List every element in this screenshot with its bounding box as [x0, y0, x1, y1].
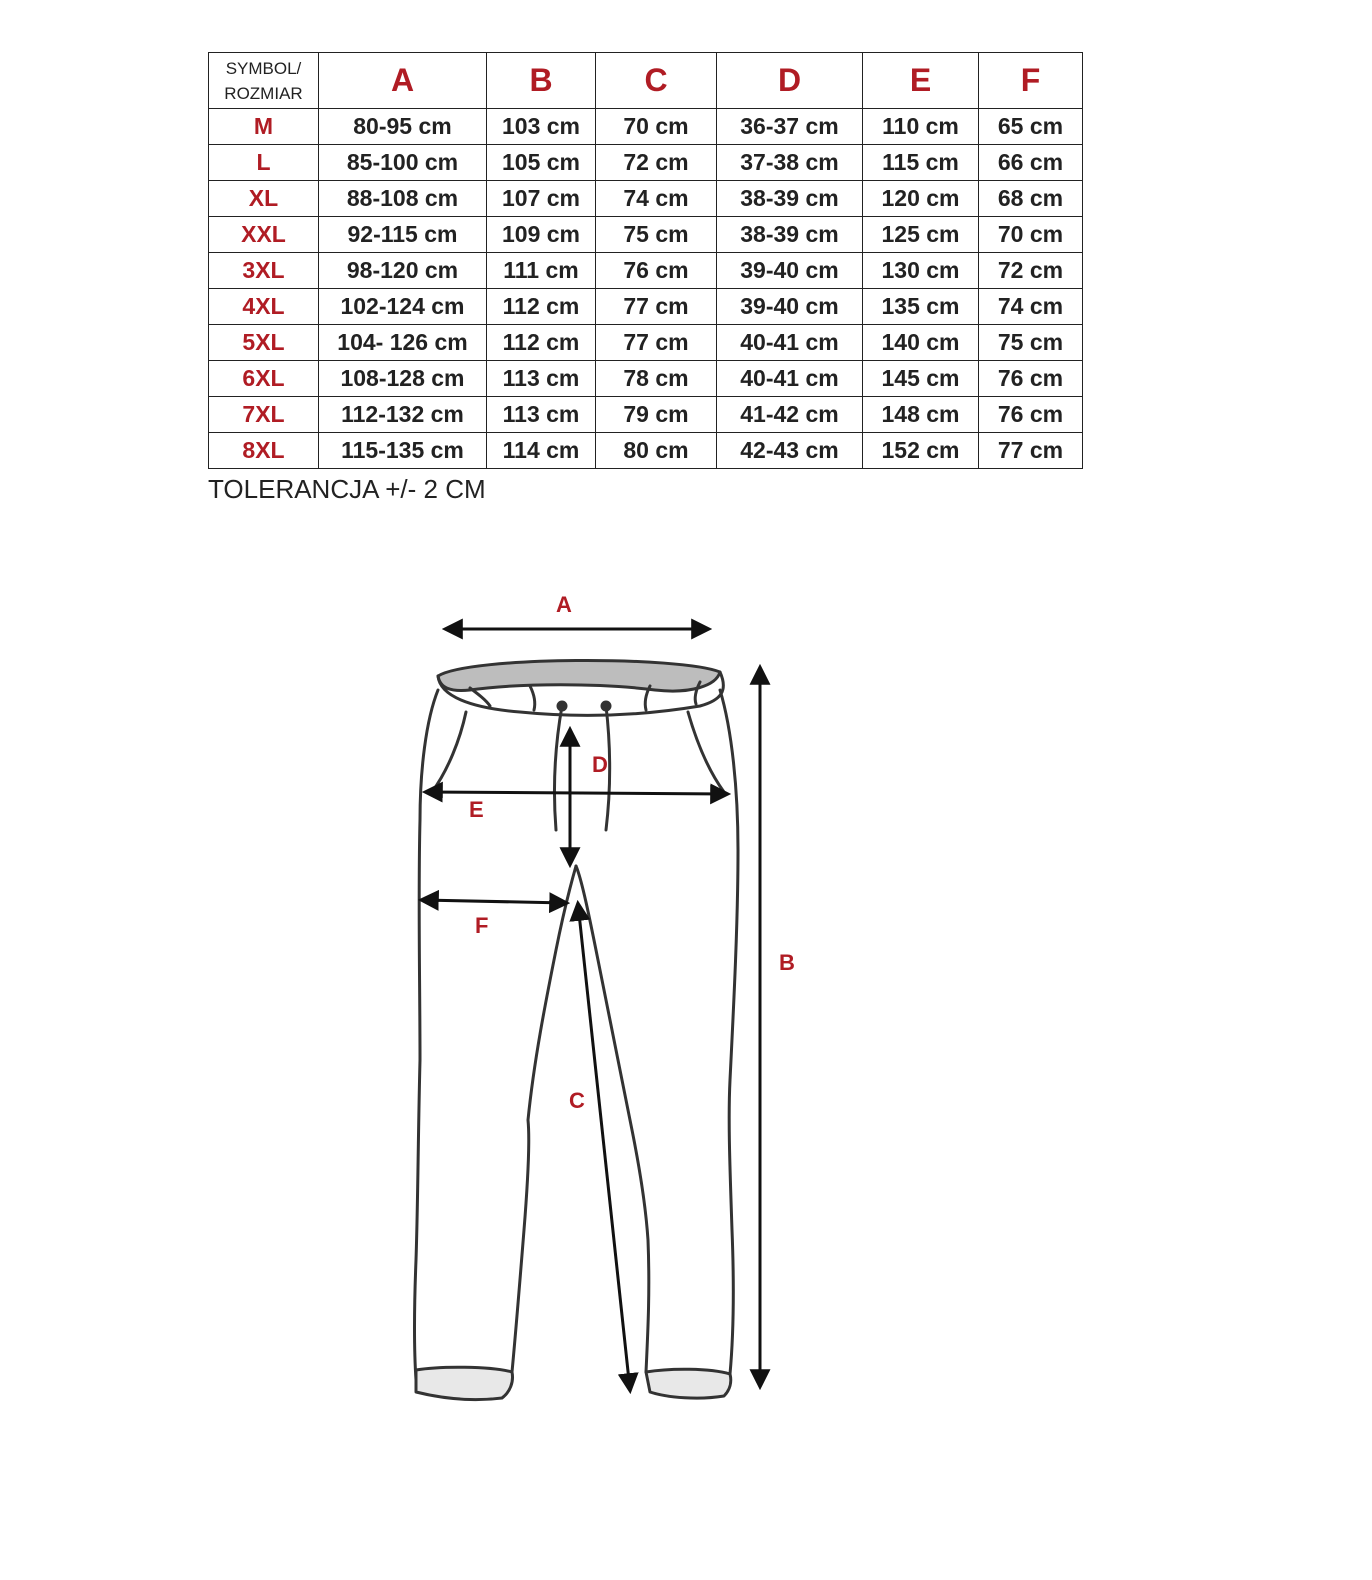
size-cell: 5XL: [209, 325, 319, 361]
measure-e-cell: 140 cm: [863, 325, 979, 361]
measure-f-cell: 74 cm: [979, 289, 1083, 325]
pants-outline: [415, 660, 739, 1399]
column-header-f: F: [979, 53, 1083, 109]
corner-line-1: SYMBOL/: [225, 58, 302, 78]
measure-b-cell: 103 cm: [487, 109, 596, 145]
measurement-arrows: [422, 629, 760, 1390]
column-header-b: B: [487, 53, 596, 109]
measure-f-cell: 66 cm: [979, 145, 1083, 181]
measure-a-cell: 102-124 cm: [319, 289, 487, 325]
arrow-f: [422, 900, 566, 903]
measure-f-cell: 76 cm: [979, 361, 1083, 397]
measure-d-cell: 36-37 cm: [717, 109, 863, 145]
measure-b-cell: 112 cm: [487, 325, 596, 361]
measure-b-cell: 107 cm: [487, 181, 596, 217]
measure-b-cell: 113 cm: [487, 397, 596, 433]
measure-c-cell: 72 cm: [596, 145, 717, 181]
arrow-c: [578, 904, 630, 1390]
measure-f-cell: 68 cm: [979, 181, 1083, 217]
measure-a-cell: 98-120 cm: [319, 253, 487, 289]
size-cell: 7XL: [209, 397, 319, 433]
measure-c-cell: 79 cm: [596, 397, 717, 433]
size-cell: 4XL: [209, 289, 319, 325]
measure-a-cell: 80-95 cm: [319, 109, 487, 145]
measure-e-cell: 152 cm: [863, 433, 979, 469]
measure-c-cell: 77 cm: [596, 289, 717, 325]
measure-e-cell: 145 cm: [863, 361, 979, 397]
size-cell: XL: [209, 181, 319, 217]
measure-c-cell: 76 cm: [596, 253, 717, 289]
measure-e-cell: 120 cm: [863, 181, 979, 217]
measure-d-cell: 41-42 cm: [717, 397, 863, 433]
measure-d-cell: 37-38 cm: [717, 145, 863, 181]
corner-line-2: ROZMIAR: [224, 83, 303, 103]
measure-b-cell: 112 cm: [487, 289, 596, 325]
measure-b-cell: 105 cm: [487, 145, 596, 181]
measure-d-cell: 38-39 cm: [717, 181, 863, 217]
measure-d-cell: 39-40 cm: [717, 253, 863, 289]
label-b: B: [779, 950, 795, 975]
measure-f-cell: 77 cm: [979, 433, 1083, 469]
measure-f-cell: 70 cm: [979, 217, 1083, 253]
measure-f-cell: 75 cm: [979, 325, 1083, 361]
measure-e-cell: 135 cm: [863, 289, 979, 325]
measure-e-cell: 115 cm: [863, 145, 979, 181]
measure-d-cell: 40-41 cm: [717, 361, 863, 397]
size-cell: L: [209, 145, 319, 181]
measure-c-cell: 75 cm: [596, 217, 717, 253]
label-f: F: [475, 913, 489, 938]
measure-a-cell: 92-115 cm: [319, 217, 487, 253]
measure-d-cell: 39-40 cm: [717, 289, 863, 325]
measure-c-cell: 74 cm: [596, 181, 717, 217]
size-cell: XXL: [209, 217, 319, 253]
measure-e-cell: 130 cm: [863, 253, 979, 289]
measure-f-cell: 72 cm: [979, 253, 1083, 289]
label-d: D: [592, 752, 608, 777]
measure-f-cell: 76 cm: [979, 397, 1083, 433]
size-cell: 6XL: [209, 361, 319, 397]
measure-d-cell: 38-39 cm: [717, 217, 863, 253]
measure-d-cell: 42-43 cm: [717, 433, 863, 469]
measure-e-cell: 110 cm: [863, 109, 979, 145]
label-e: E: [469, 797, 484, 822]
measure-a-cell: 85-100 cm: [319, 145, 487, 181]
label-c: C: [569, 1088, 585, 1113]
measure-e-cell: 125 cm: [863, 217, 979, 253]
column-header-a: A: [319, 53, 487, 109]
measure-a-cell: 115-135 cm: [319, 433, 487, 469]
tolerance-note: TOLERANCJA +/- 2 CM: [208, 474, 486, 504]
size-cell: 3XL: [209, 253, 319, 289]
measure-e-cell: 148 cm: [863, 397, 979, 433]
measure-f-cell: 65 cm: [979, 109, 1083, 145]
measure-c-cell: 70 cm: [596, 109, 717, 145]
label-a: A: [556, 592, 572, 617]
column-header-d: D: [717, 53, 863, 109]
measure-a-cell: 104- 126 cm: [319, 325, 487, 361]
measure-a-cell: 108-128 cm: [319, 361, 487, 397]
arrow-e: [426, 792, 727, 794]
column-header-c: C: [596, 53, 717, 109]
measure-b-cell: 109 cm: [487, 217, 596, 253]
measure-b-cell: 113 cm: [487, 361, 596, 397]
measure-d-cell: 40-41 cm: [717, 325, 863, 361]
measure-c-cell: 80 cm: [596, 433, 717, 469]
measure-a-cell: 88-108 cm: [319, 181, 487, 217]
measure-c-cell: 77 cm: [596, 325, 717, 361]
measure-b-cell: 111 cm: [487, 253, 596, 289]
column-header-e: E: [863, 53, 979, 109]
size-cell: 8XL: [209, 433, 319, 469]
measure-b-cell: 114 cm: [487, 433, 596, 469]
size-cell: M: [209, 109, 319, 145]
measure-c-cell: 78 cm: [596, 361, 717, 397]
measure-a-cell: 112-132 cm: [319, 397, 487, 433]
